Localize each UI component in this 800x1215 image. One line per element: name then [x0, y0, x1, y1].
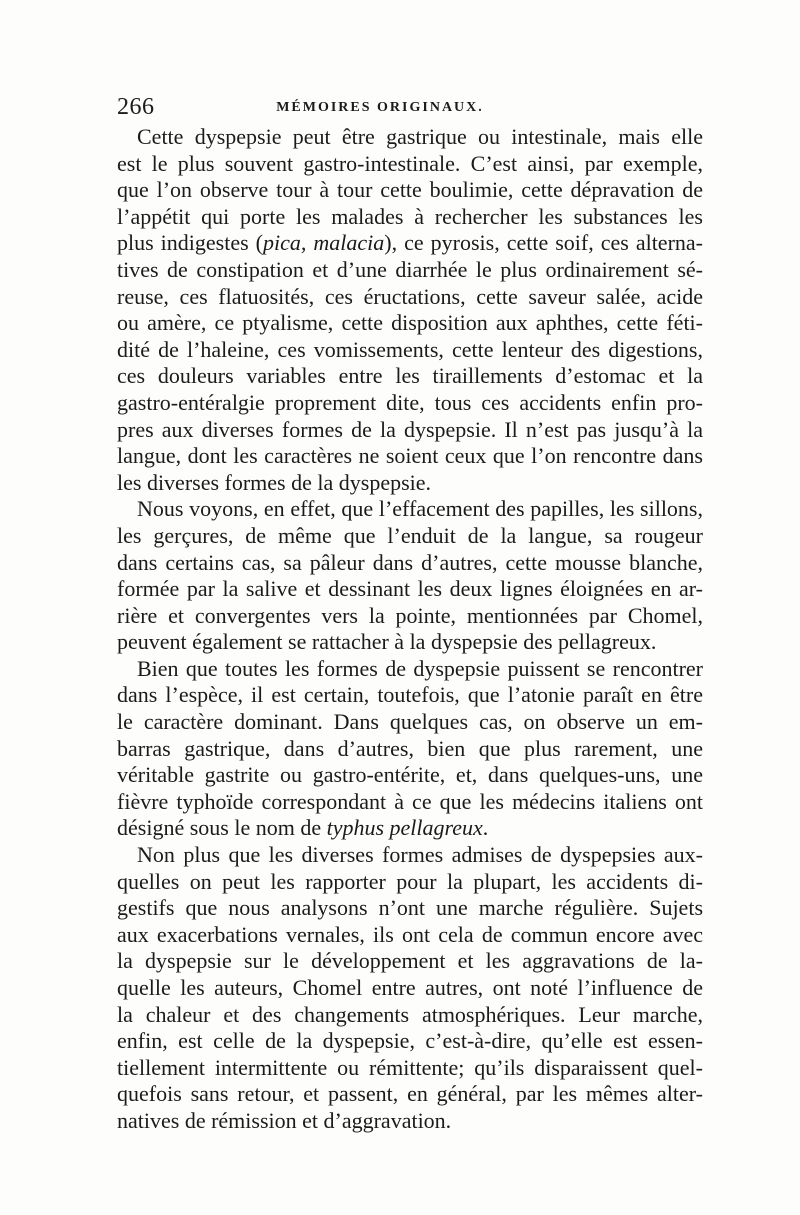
text-line: l’appétit qui porte les malades à rechercher les substances les	[117, 203, 703, 229]
text-line: ces douleurs variables entre les tiraillements d’estomac et la	[117, 363, 703, 389]
text-line: véritable gastrite ou gastro-entérite, et, dans quelques-uns, une	[117, 762, 703, 788]
italic-term: pica, malacia	[263, 230, 385, 256]
text-line: formée par la salive et dessinant les deux lignes éloignées en ar-	[117, 576, 703, 602]
text-line: que l’on observe tour à tour cette boulimie, cette dépravation de	[117, 177, 703, 203]
text-line: quefois sans retour, et passent, en général, par les mêmes alter-	[117, 1081, 703, 1107]
text-line	[117, 815, 703, 842]
text-line: la chaleur et des changements atmosphériques. Leur marche,	[117, 1001, 703, 1027]
text-segment: ), ce pyrosis, cette soif, ces alterna-	[384, 230, 703, 256]
text-line: Non plus que les diverses formes admises de dyspepsies aux-	[137, 842, 703, 868]
text-line: dans l’espèce, il est certain, toutefois, que l’atonie paraît en être	[117, 682, 703, 708]
text-line: barras gastrique, dans d’autres, bien que plus rarement, une	[117, 735, 703, 761]
text-line: aux exacerbations vernales, ils ont cela de commun encore avec	[117, 921, 703, 947]
text-line: pres aux diverses formes de la dyspepsie. Il n’est pas jusqu’à la	[117, 416, 703, 442]
text-line: langue, dont les caractères ne soient ceux que l’on rencontre dans	[117, 443, 703, 469]
text-line: enfin, est celle de la dyspepsie, c’est-à-dire, qu’elle est essen-	[117, 1028, 703, 1054]
italic-term: typhus pellagreux	[326, 815, 483, 841]
text-segment: plus indigestes (	[117, 230, 263, 256]
text-line: quelles on peut les rapporter pour la plupart, les accidents di-	[117, 868, 703, 894]
text-segment: désigné sous le nom de	[117, 815, 327, 841]
text-line: gestifs que nous analysons n’ont une marche régulière. Sujets	[117, 895, 703, 921]
text-line: Cette dyspepsie peut être gastrique ou intestinale, mais elle	[137, 124, 703, 149]
text-line: tiellement intermittente ou rémittente; qu’ils disparaissent quel-	[117, 1054, 703, 1080]
text-line: tives de constipation et d’une diarrhée le plus ordinairement sé-	[117, 256, 703, 282]
text-line: est le plus souvent gastro-intestinale. C’est ainsi, par exemple,	[117, 150, 703, 176]
text-line: le caractère dominant. Dans quelques cas, on observe un em-	[117, 709, 703, 735]
text-line: reuse, ces flatuosités, ces éructations, cette saveur salée, acide	[117, 283, 703, 309]
text-line	[117, 230, 703, 257]
text-line: dans certains cas, sa pâleur dans d’autres, cette mousse blanche,	[117, 549, 703, 575]
running-head	[117, 92, 703, 122]
text-line: la dyspepsie sur le développement et les aggravations de la-	[117, 948, 703, 974]
text-line: Bien que toutes les formes de dyspepsie puissent se rencontrer	[137, 655, 703, 681]
body-text	[117, 124, 703, 1135]
text-line: gastro-entéralgie proprement dite, tous ces accidents enfin pro-	[117, 389, 703, 415]
text-line: rière et convergentes vers la pointe, mentionnées par Chomel,	[117, 602, 703, 628]
text-line: fièvre typhoïde correspondant à ce que les médecins italiens ont	[117, 788, 703, 814]
text-line: quelle les auteurs, Chomel entre autres, ont noté l’influence de	[117, 975, 703, 1000]
text-line: natives de rémission et d’aggravation.	[117, 1107, 452, 1133]
text-line: ou amère, ce ptyalisme, cette disposition aux aphthes, cette féti-	[117, 310, 703, 336]
text-line: les diverses formes de la dyspepsie.	[117, 469, 432, 495]
running-head-title: MÉMOIRES ORIGINAUX.	[276, 100, 484, 115]
text-line: dité de l’haleine, ces vomissements, cette lenteur des digestions,	[117, 336, 703, 362]
text-line: Nous voyons, en effet, que l’effacement des papilles, les sillons,	[137, 496, 703, 522]
page-number: 266	[117, 94, 155, 120]
text-line: les gerçures, de même que l’enduit de la langue, sa rougeur	[117, 522, 703, 548]
text-segment: .	[482, 815, 489, 841]
text-line: peuvent également se rattacher à la dyspepsie des pellagreux.	[117, 629, 657, 655]
